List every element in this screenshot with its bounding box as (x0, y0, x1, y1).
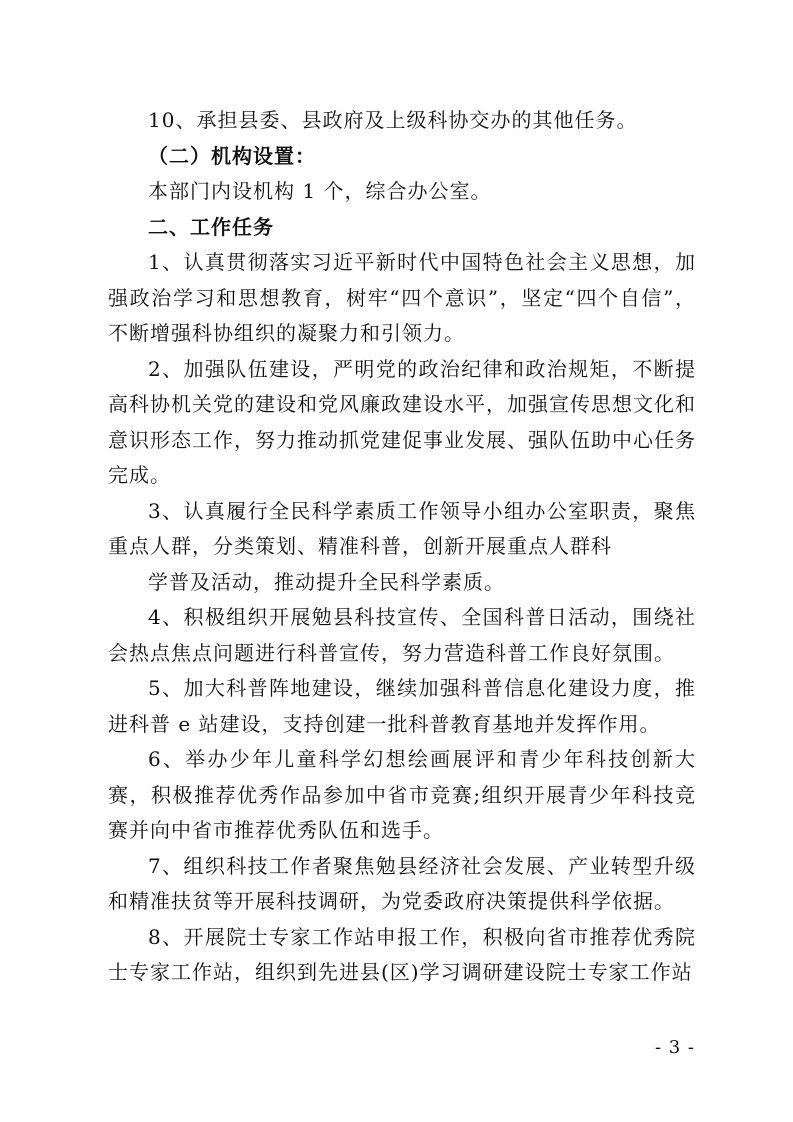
task-item-3-part-2: 学普及活动，推动提升全民科学素质。 (148, 569, 505, 594)
task-item-5: 5、加大科普阵地建设，继续加强科普信息化建设力度，推进科普 e 站建设，支持创建一批科普教育基地并发挥作用。 (108, 676, 696, 736)
task-item-1: 1、认真贯彻落实习近平新时代中国特色社会主义思想，加强政治学习和思想教育，树牢“四个意识”，坚定“四个自信”，不断增强科协组织的凝聚力和引领力。 (108, 250, 696, 345)
document-body (108, 103, 696, 991)
task-item-3-part-1: 3、认真履行全民科学素质工作领导小组办公室职责，聚焦重点人群，分类策划、精准科普，创新开展重点人群科 (108, 498, 696, 558)
task-item-8: 8、开展院士专家工作站申报工作，积极向省市推荐优秀院士专家工作站，组织到先进县(区)学习调研建设院士专家工作站 (108, 924, 696, 984)
paragraph-item-10: 10、承担县委、县政府及上级科协交办的其他任务。 (148, 108, 638, 132)
page-number: - 3 - (654, 1037, 695, 1058)
task-item-4: 4、积极组织开展勉县科技宣传、全国科普日活动，围绕社会热点焦点问题进行科普宣传，努力营造科普工作良好氛围。 (108, 605, 696, 665)
task-item-7: 7、组织科技工作者聚焦勉县经济社会发展、产业转型升级和精准扶贫等开展科技调研，为党委政府决策提供科学依据。 (108, 853, 696, 913)
section-heading-organization: （二）机构设置： (148, 143, 316, 168)
task-item-6: 6、举办少年儿童科学幻想绘画展评和青少年科技创新大赛，积极推荐优秀作品参加中省市竞赛;组织开展青少年科技竞赛并向中省市推荐优秀队伍和选手。 (108, 747, 696, 842)
task-item-2: 2、加强队伍建设，严明党的政治纪律和政治规矩，不断提高科协机关党的建设和党风廉政建设水平，加强宣传思想文化和意识形态工作，努力推动抓党建促事业发展、强队伍助中心任务完成。 (108, 356, 696, 487)
section-heading-work-tasks: 二、工作任务 (148, 214, 274, 239)
paragraph-organization-detail: 本部门内设机构 1 个，综合办公室。 (148, 179, 492, 203)
